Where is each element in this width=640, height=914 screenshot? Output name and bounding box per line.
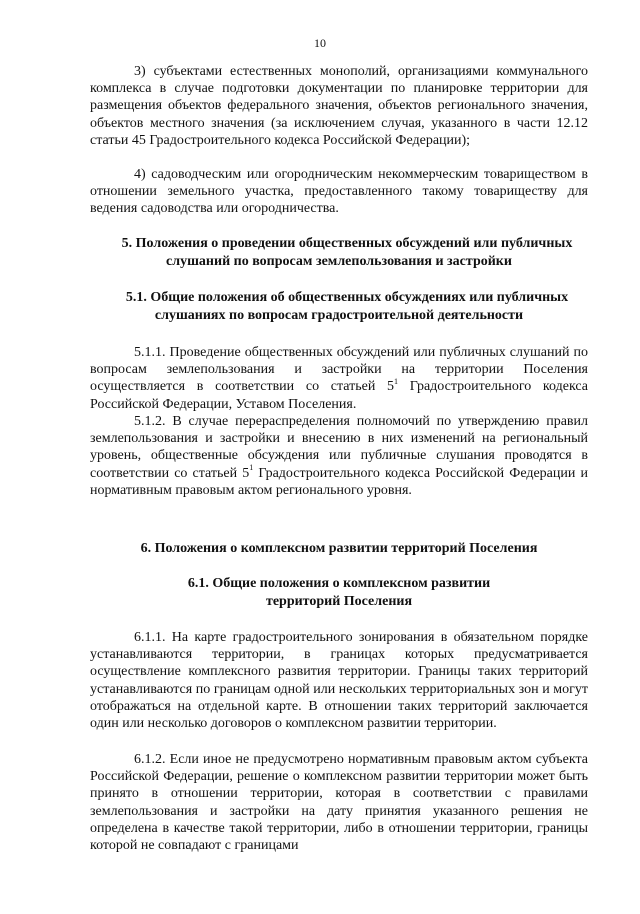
- article-superscript: 1: [394, 376, 399, 386]
- paragraph-5-1-2-tail: Градостроительного кодекса Российской Федерации и нормативным правовым актом регионального уровня.: [90, 465, 588, 498]
- section-5-heading: 5. Положения о проведении общественных обсуждений или публичных слушаний по вопросам землепользования и застройки: [121, 236, 573, 269]
- section-6-1-heading-line2: территорий Поселения: [265, 593, 413, 609]
- paragraph-5-1-1-tail: Градостроительного кодекса Российской Федерации, Уставом Поселения.: [90, 379, 588, 412]
- section-6-1-heading: [90, 575, 588, 610]
- paragraph-5-1-2: [90, 413, 588, 499]
- paragraph-5-1-2-text: 5.1.2. В случае перераспределения полномочий по утверждению правил землепользования и застройки и внесению в них изменений на региональный уровень, общественные обсуждения или публичные слушания проводятся в соответствии со статьей 5: [90, 414, 588, 481]
- paragraph-5-1-1-text: 5.1.1. Проведение общественных обсуждений или публичных слушаний по вопросам землепользования и застройки на территории Поселения осуществляется в соответствии со статьей 5: [90, 345, 588, 395]
- section-6-1-heading-line1: 6.1. Общие положения о комплексном развитии: [187, 576, 491, 591]
- article-superscript: 1: [249, 462, 254, 472]
- paragraph-6-1-1: 6.1.1. На карте градостроительного зонирования в обязательном порядке устанавливаются территории, в границах которых предусматривается осуществление комплексного развития территории. Границы таких территорий устанавливаются по границам одной или нескольких территориальных зон и могут отображаться на отдельной карте. В отношении таких территорий заключается один или несколько договоров о комплексном развитии территории.: [90, 630, 588, 732]
- paragraph-5-1-1: [90, 344, 588, 413]
- page-number: 10: [314, 36, 326, 50]
- list-item-4: 4) садоводческим или огородническим некоммерческим товариществом в отношении земельного участка, предоставленного такому товариществу для ведения садоводства или огородничества.: [90, 167, 588, 217]
- section-6-heading: 6. Положения о комплексном развитии территорий Поселения: [140, 541, 538, 556]
- section-5-1-heading: 5.1. Общие положения об общественных обсуждениях или публичных слушаниях по вопросам градостроительной деятельности: [125, 290, 569, 323]
- list-item-3: 3) субъектами естественных монополий, организациями коммунального комплекса в случае подготовки документации по планировке территории для размещения объектов федерального значения, объектов регионального значения, объектов местного значения (за исключением случая, указанного в части 12.12 статьи 45 Градостроительного кодекса Российской Федерации);: [90, 64, 588, 148]
- paragraph-6-1-2: 6.1.2. Если иное не предусмотрено нормативным правовым актом субъекта Российской Федерации, решение о комплексном развитии территории может быть принято в отношении территории, которая в соответствии с правилами землепользования и застройки на дату принятия указанного решения не определена в качестве такой территории, либо в отношении территории, границы которой не совпадают с границами: [90, 752, 588, 854]
